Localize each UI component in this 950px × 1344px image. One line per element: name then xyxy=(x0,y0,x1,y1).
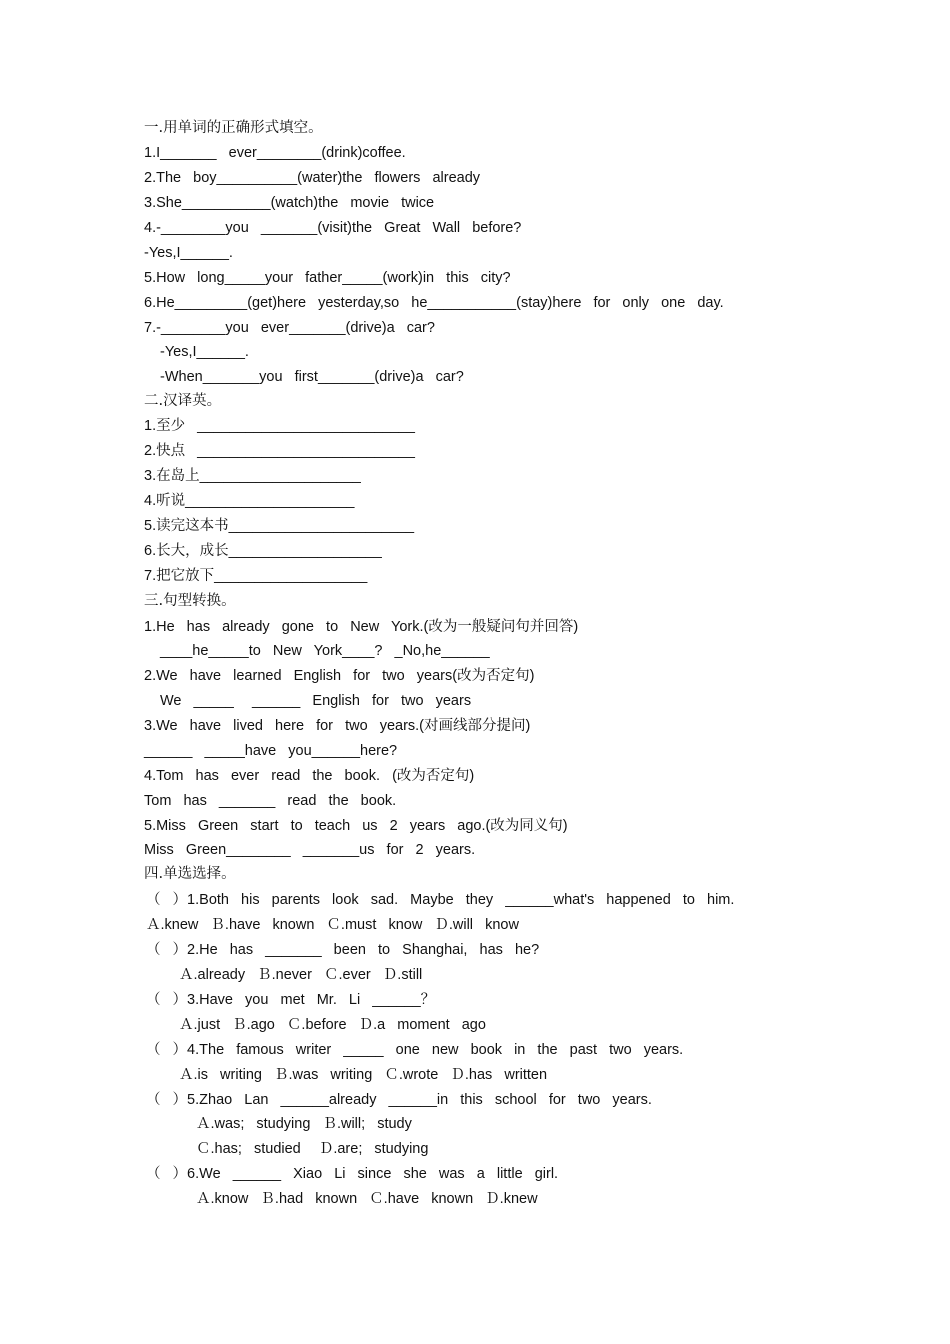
choice-options-2: Ａ.already Ｂ.never Ｃ.ever Ｄ.still xyxy=(179,967,423,983)
choice-question-5: （ ）5.Zhao Lan ______already ______in this school for two years. xyxy=(146,1092,652,1108)
transform-question-4: 4.Tom has ever read the book. (改为否定句) xyxy=(144,768,475,784)
translate-item-5: 5.读完这本书_______________________ xyxy=(144,518,415,534)
fill-in-question-4: 4.-________you _______(visit)the Great Wall before? xyxy=(144,220,522,236)
fill-in-question-5: 5.How long_____your father_____(work)in this city? xyxy=(144,270,511,286)
transform-answer-4: Tom has _______ read the book. xyxy=(144,793,397,809)
choice-options-3: Ａ.just Ｂ.ago Ｃ.before Ｄ.a moment ago xyxy=(179,1017,486,1033)
choice-options-4: Ａ.is writing Ｂ.was writing Ｃ.wrote Ｄ.has written xyxy=(179,1067,548,1083)
fill-in-question-3: 3.She___________(watch)the movie twice xyxy=(144,195,435,211)
choice-options-5b: Ｃ.has; studied Ｄ.are; studying xyxy=(196,1141,429,1157)
fill-in-question-6: 6.He_________(get)here yesterday,so he___________(stay)here for only one day. xyxy=(144,295,724,311)
choice-question-6: （ ）6.We ______ Xiao Li since she was a little girl. xyxy=(146,1166,559,1182)
fill-in-question-7: 7.-________you ever_______(drive)a car? xyxy=(144,320,435,336)
section-heading-translate: 二.汉译英。 xyxy=(144,393,222,409)
translate-item-2: 2.快点 ___________________________ xyxy=(144,443,415,459)
choice-question-3: （ ）3.Have you met Mr. Li ______？ xyxy=(146,992,436,1008)
choice-question-4: （ ）4.The famous writer _____ one new book in the past two years. xyxy=(146,1042,684,1058)
transform-answer-2: We _____ ______ English for two years xyxy=(160,693,472,709)
transform-question-5: 5.Miss Green start to teach us 2 years ago.(改为同义句) xyxy=(144,818,568,834)
transform-answer-3: ______ _____have you______here? xyxy=(144,743,398,759)
section-heading-fill-in: 一.用单词的正确形式填空。 xyxy=(144,120,323,136)
transform-question-1: 1.He has already gone to New York.(改为一般疑问句并回答) xyxy=(144,619,579,635)
transform-answer-1: ____he_____to New York____? _No,he______ xyxy=(160,643,490,659)
translate-item-3: 3.在岛上____________________ xyxy=(144,468,361,484)
translate-item-4: 4.听说_____________________ xyxy=(144,493,355,509)
transform-question-2: 2.We have learned English for two years(改为否定句) xyxy=(144,668,535,684)
section-heading-transform: 三.句型转换。 xyxy=(144,593,236,609)
transform-answer-5: Miss Green________ _______us for 2 years. xyxy=(144,842,476,858)
transform-question-3: 3.We have lived here for two years.(对画线部分提问) xyxy=(144,718,531,734)
choice-options-5a: Ａ.was; studying Ｂ.will; study xyxy=(196,1116,412,1132)
fill-in-question-4-answer: -Yes,I______. xyxy=(144,245,233,261)
translate-item-7: 7.把它放下___________________ xyxy=(144,568,368,584)
translate-item-1: 1.至少 ___________________________ xyxy=(144,418,415,434)
section-heading-multiple-choice: 四.单选选择。 xyxy=(144,866,236,882)
fill-in-question-1: 1.I_______ ever________(drink)coffee. xyxy=(144,145,406,161)
choice-options-6: Ａ.know Ｂ.had known Ｃ.have known Ｄ.knew xyxy=(196,1191,538,1207)
choice-question-1: （ ）1.Both his parents look sad. Maybe they ______what's happened to him. xyxy=(146,892,735,908)
fill-in-question-2: 2.The boy__________(water)the flowers already xyxy=(144,170,481,186)
translate-item-6: 6.长大，成长___________________ xyxy=(144,543,382,559)
choice-options-1: Ａ.knew Ｂ.have known Ｃ.must know Ｄ.will know xyxy=(146,917,519,933)
fill-in-question-7-answer: -Yes,I______. xyxy=(160,344,249,360)
fill-in-question-7-followup: -When_______you first_______(drive)a car? xyxy=(160,369,464,385)
choice-question-2: （ ）2.He has _______ been to Shanghai, has he? xyxy=(146,942,540,958)
